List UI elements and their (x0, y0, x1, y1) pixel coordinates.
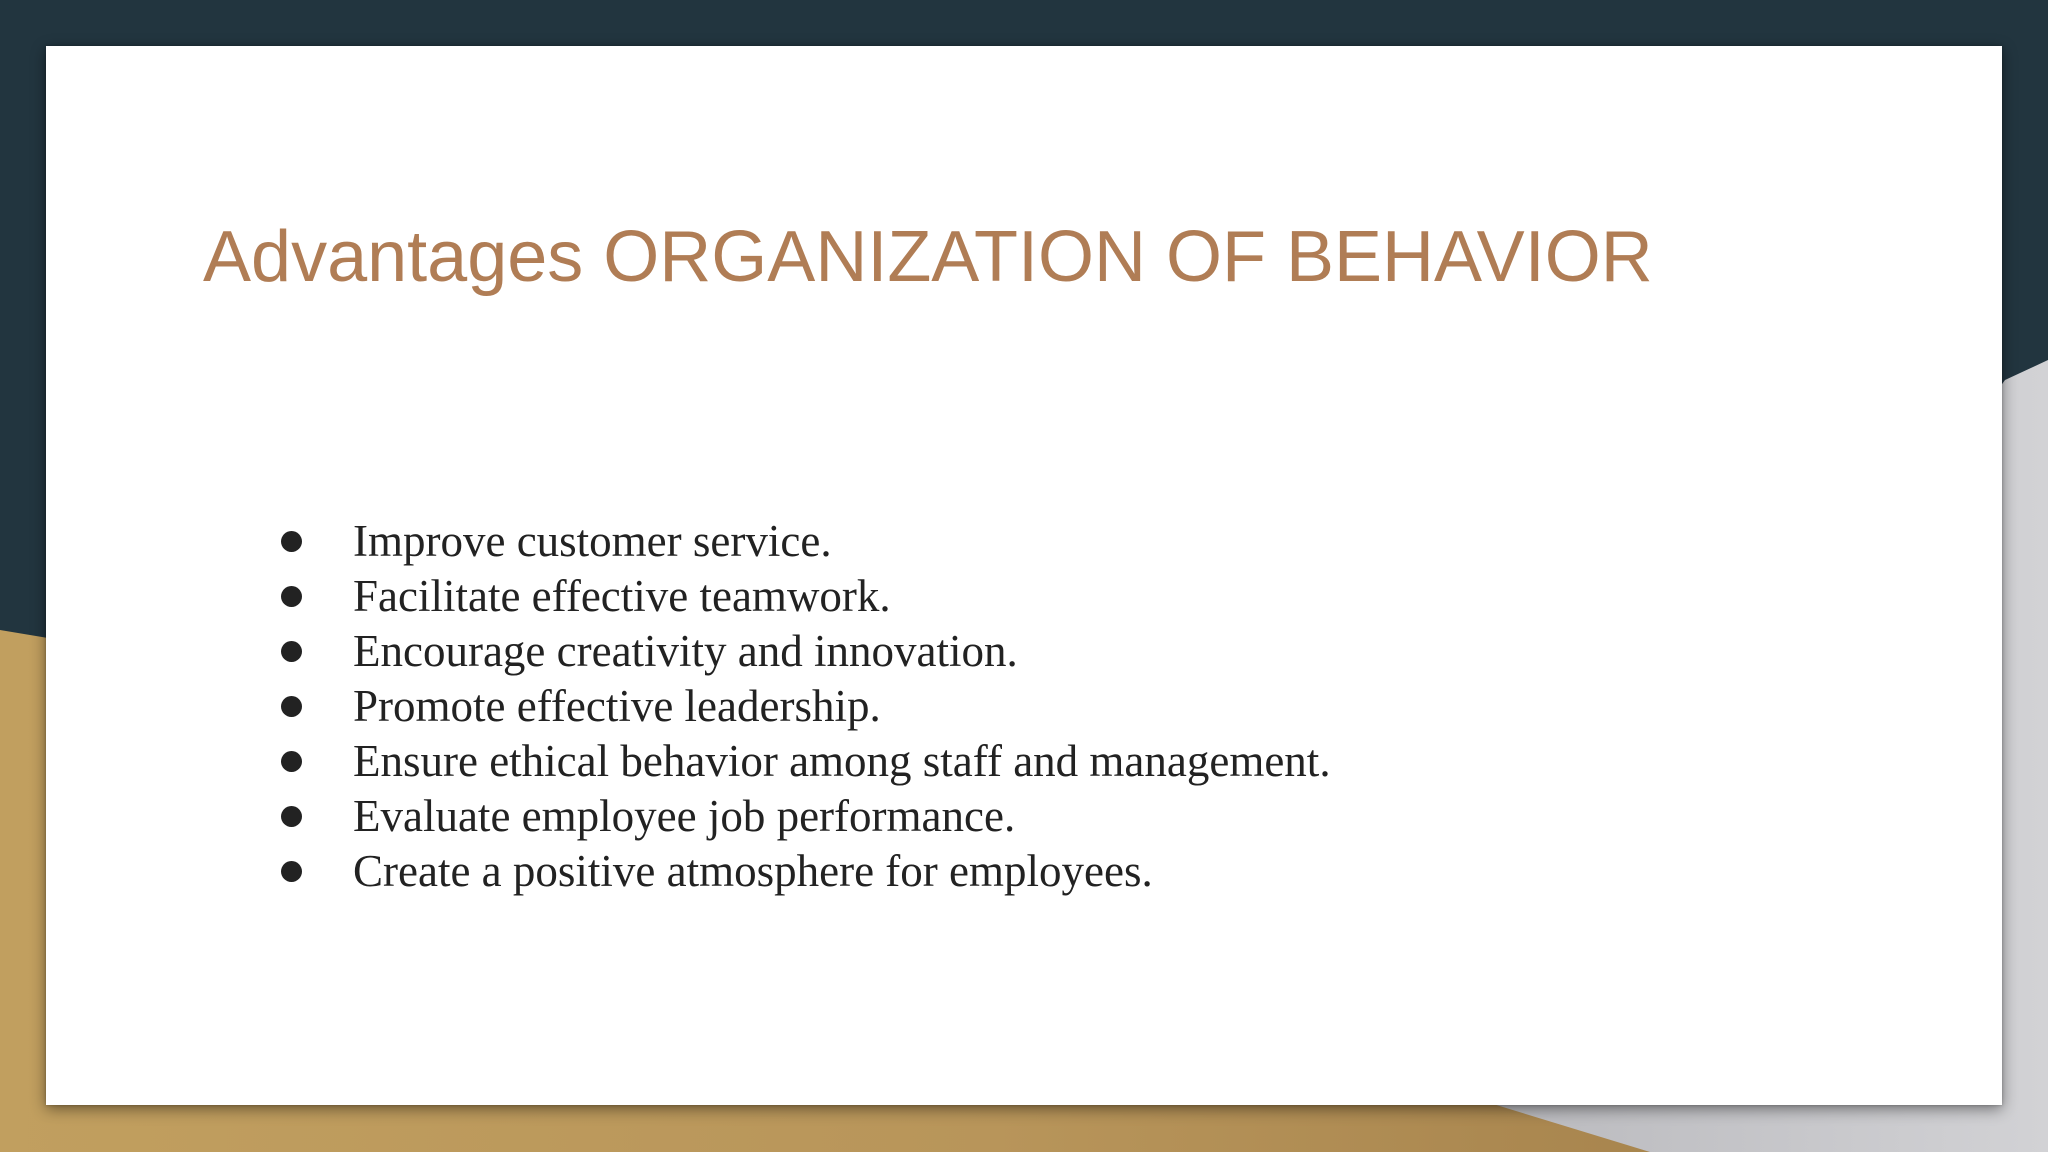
bullet-icon (281, 531, 302, 552)
bullet-text: Promote effective leadership. (353, 681, 881, 731)
bullet-icon (281, 641, 302, 662)
list-item (233, 844, 1331, 899)
bullet-text: Facilitate effective teamwork. (353, 571, 891, 621)
list-item (233, 569, 1331, 624)
bullet-text: Evaluate employee job performance. (353, 791, 1016, 841)
bullet-text: Encourage creativity and innovation. (353, 626, 1018, 676)
list-item (233, 734, 1331, 789)
bullet-list (233, 514, 1331, 899)
list-item (233, 624, 1331, 679)
bullet-text: Improve customer service. (353, 516, 832, 566)
list-item (233, 514, 1331, 569)
bullet-text: Create a positive atmosphere for employees. (353, 846, 1153, 896)
list-item (233, 789, 1331, 844)
slide-title: Advantages ORGANIZATION OF BEHAVIOR (203, 217, 1653, 297)
bullet-icon (281, 751, 302, 772)
slide-canvas (46, 46, 2002, 1105)
bullet-icon (281, 696, 302, 717)
bullet-icon (281, 861, 302, 882)
bullet-icon (281, 806, 302, 827)
bullet-text: Ensure ethical behavior among staff and management. (353, 736, 1331, 786)
bullet-icon (281, 586, 302, 607)
list-item (233, 679, 1331, 734)
